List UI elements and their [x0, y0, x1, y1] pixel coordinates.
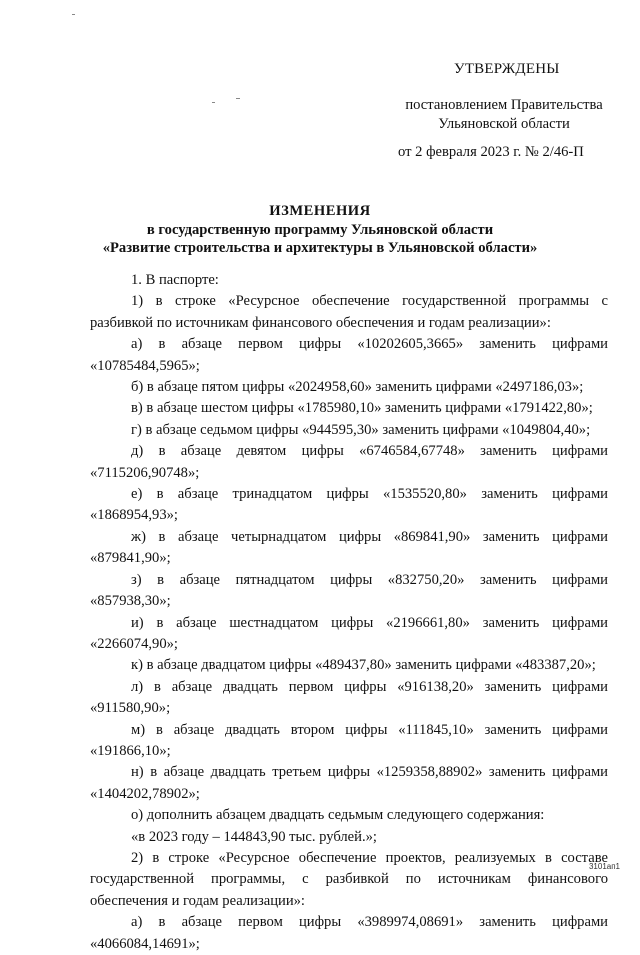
document-body: [90, 270, 608, 955]
paragraph: к) в абзаце двадцатом цифры «489437,80» заменить цифрами «483387,20»;: [131, 657, 596, 674]
paragraph: а) в абзаце первом цифры «3989974,08691» заменить цифрами «4066084,14691»;: [90, 914, 608, 952]
scan-mark: [72, 14, 75, 15]
scan-mark: [212, 102, 215, 103]
decree-date-number: от 2 февраля 2023 г. № 2/46-П: [398, 144, 584, 160]
paragraph: е) в абзаце тринадцатом цифры «1535520,80» заменить цифрами «1868954,93»;: [90, 486, 608, 524]
paragraph: ж) в абзаце четырнадцатом цифры «869841,90» заменить цифрами «879841,90»;: [90, 528, 608, 567]
paragraph: м) в абзаце двадцать втором цифры «111845,10» заменить цифрами «191866,10»;: [90, 721, 608, 759]
paragraph: г) в абзаце седьмом цифры «944595,30» заменить цифрами «1049804,40»;: [131, 421, 591, 438]
paragraph: а) в абзаце первом цифры «10202605,3665» заменить цифрами «10785484,5965»;: [90, 336, 608, 374]
paragraph: з) в абзаце пятнадцатом цифры «832750,20» заменить цифрами «857938,30»;: [90, 571, 608, 610]
paragraph: «в 2023 году – 144843,90 тыс. рублей.»;: [131, 828, 377, 845]
paragraph: д) в абзаце девятом цифры «6746584,67748» заменить цифрами «7115206,90748»;: [90, 443, 608, 481]
paragraph: н) в абзаце двадцать третьем цифры «1259358,88902» заменить цифрами «1404202,78902»;: [90, 764, 608, 802]
document-code: 3101ап1: [588, 862, 620, 871]
decree-line-1: постановлением Правительства: [405, 97, 603, 113]
decree-reference: [398, 96, 610, 134]
title-line-3: «Развитие строительства и архитектуры в Ульяновской области»: [102, 240, 538, 256]
paragraph: л) в абзаце двадцать первом цифры «916138,20» заменить цифрами «911580,90»;: [90, 678, 608, 717]
paragraph: б) в абзаце пятом цифры «2024958,60» заменить цифрами «2497186,03»;: [131, 379, 584, 396]
decree-line-2: Ульяновской области: [438, 116, 570, 132]
approved-stamp-text: УТВЕРЖДЕНЫ: [454, 61, 560, 77]
scan-mark: [236, 98, 240, 99]
paragraph: 1) в строке «Ресурсное обеспечение государственной программы с разбивкой по источникам финансового обеспечения и годам реализации»:: [90, 293, 608, 331]
title-line-2: в государственную программу Ульяновской области: [146, 221, 494, 238]
paragraph: в) в абзаце шестом цифры «1785980,10» заменить цифрами «1791422,80»;: [131, 400, 593, 417]
paragraph: 2) в строке «Ресурсное обеспечение проектов, реализуемых в составе государственной программы, с разбивкой по источникам финансового обеспечения и годам реализации»:: [90, 849, 608, 909]
paragraph: и) в абзаце шестнадцатом цифры «2196661,80» заменить цифрами «2266074,90»;: [90, 614, 608, 652]
paragraph: о) дополнить абзацем двадцать седьмым следующего содержания:: [131, 807, 545, 824]
document-title: [90, 202, 550, 258]
title-main: ИЗМЕНЕНИЯ: [269, 203, 371, 219]
paragraph: 1. В паспорте:: [131, 272, 219, 288]
